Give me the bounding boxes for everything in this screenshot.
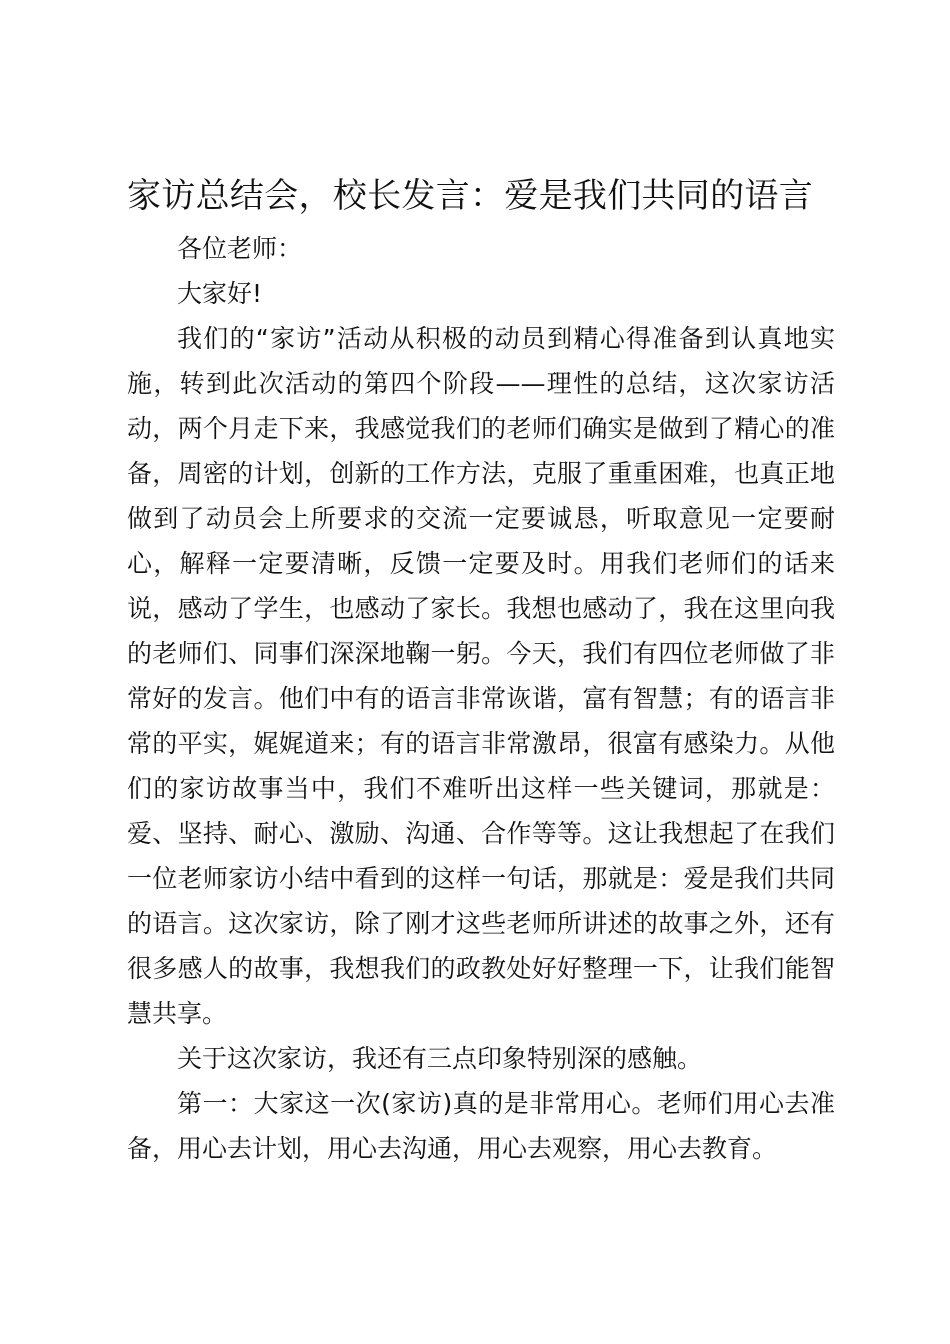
paragraph-salutation: 各位老师： [177, 234, 303, 263]
paragraph-intro-points: 关于这次家访，我还有三点印象特别深的感触。 [177, 1044, 703, 1073]
document-title: 家访总结会，校长发言：爱是我们共同的语言 [127, 176, 813, 216]
paragraph-point-one: 第一：大家这一次(家访)真的是非常用心。老师们用心去准备，用心去计划，用心去沟通，用心去观察，用心去教育。 [127, 1089, 835, 1163]
paragraph-greeting: 大家好! [177, 279, 263, 308]
paragraph-main: 我们的“家访”活动从积极的动员到精心得准备到认真地实施，转到此次活动的第四个阶段——理性的总结，这次家访活动，两个月走下来，我感觉我们的老师们确实是做到了精心的准备，周密的计划，创新的工作方法，克服了重重困难，也真正地做到了动员会上所要求的交流一定要诚恳，听取意见一定要耐心，解释一定要清晰，反馈一定要及时。用我们老师们的话来说，感动了学生，也感动了家长。我想也感动了，我在这里向我的老师们、同事们深深地鞠一躬。今天，我们有四位老师做了非常好的发言。他们中有的语言非常诙谐，富有智慧；有的语言非常的平实，娓娓道来；有的语言非常激昂，很富有感染力。从他们的家访故事当中，我们不难听出这样一些关键词，那就是：爱、坚持、耐心、激励、沟通、合作等等。这让我想起了在我们一位老师家访小结中看到的这样一句话，那就是：爱是我们共同的语言。这次家访，除了刚才这些老师所讲述的故事之外，还有很多感人的故事，我想我们的政教处好好整理一下，让我们能智慧共享。 [127, 324, 835, 1028]
document-body [127, 226, 835, 1171]
